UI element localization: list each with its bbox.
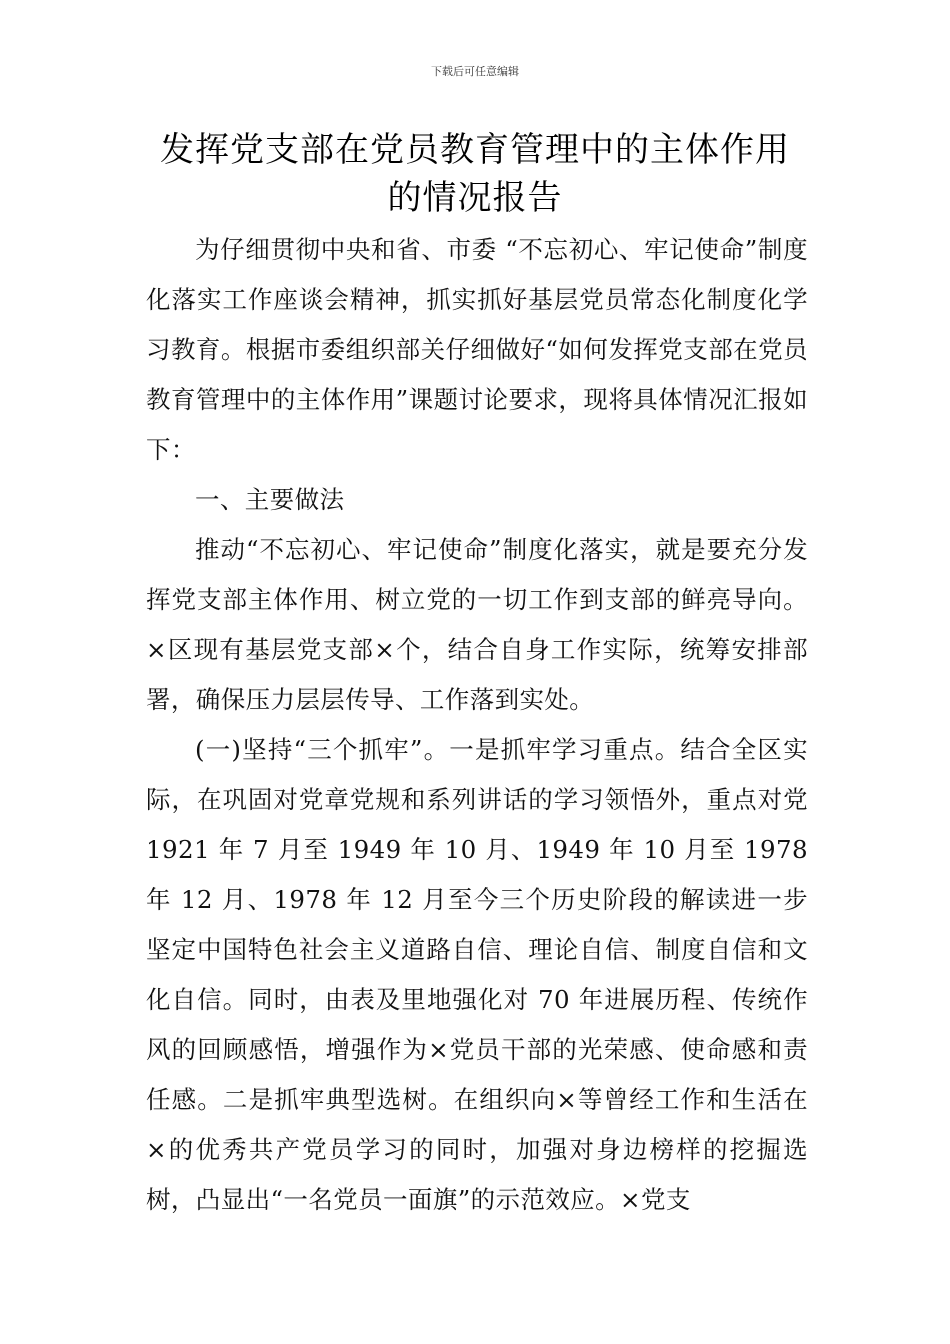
intro-paragraph: 为仔细贯彻中央和省、市委 “不忘初心、牢记使命”制度化落实工作座谈会精神，抓实抓好基层党员常态化制度化学习教育。根据市委组织部关仔细做好“如何发挥党支部在党员教育管理中的主体作用”课题讨论要求，现将具体情况汇报如下：	[146, 235, 808, 464]
title-line-1: 发挥党支部在党员教育管理中的主体作用	[160, 130, 790, 170]
header-note: 下载后可任意编辑	[431, 65, 519, 78]
document-title	[100, 126, 850, 222]
body-paragraph: (一)坚持“三个抓牢”。一是抓牢学习重点。结合全区实际，在巩固对党章党规和系列讲话的学习领悟外，重点对党 1921 年 7 月至 1949 年 10 月、1949 年 10 月至 1978 年 12 月、1978 年 12 月至今三个历史阶段的解读进一步坚定中国特色社会主义道路自信、理论自信、制度自信和文化自信。同时，由表及里地强化对 70 年进展历程、传统作风的回顾感悟，增强作为×党员干部的光荣感、使命感和责任感。二是抓牢典型选树。在组织向×等曾经工作和生活在×的优秀共产党员学习的同时，加强对身边榜样的挖掘选树，凸显出“一名党员一面旗”的示范效应。×党支	[146, 735, 808, 1214]
title-line-2: 的情况报告	[387, 178, 563, 218]
section-heading-main-practices: 一、主要做法	[195, 485, 345, 514]
body-paragraph: 推动“不忘初心、牢记使命”制度化落实，就是要充分发挥党支部主体作用、树立党的一切工作到支部的鲜亮导向。×区现有基层党支部×个，结合自身工作实际，统筹安排部署，确保压力层层传导、工作落到实处。	[146, 535, 808, 714]
document-body	[146, 225, 808, 1225]
